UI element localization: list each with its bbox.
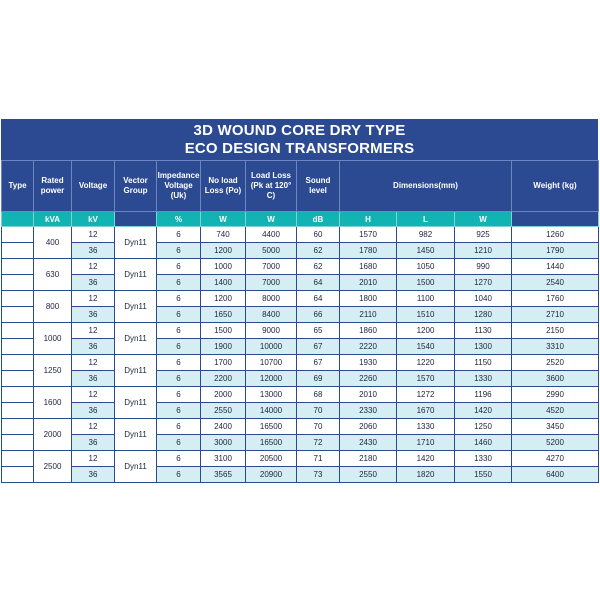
no-load-loss-cell: 2000 xyxy=(201,387,246,403)
height-cell: 1570 xyxy=(340,227,397,243)
unit-rated-power: kVA xyxy=(34,212,72,227)
type-cell xyxy=(2,419,34,435)
table-row xyxy=(2,403,599,419)
height-cell: 2180 xyxy=(340,451,397,467)
voltage-cell: 12 xyxy=(72,419,115,435)
table-row xyxy=(2,467,599,483)
length-cell: 1220 xyxy=(397,355,455,371)
no-load-loss-cell: 3000 xyxy=(201,435,246,451)
width-cell: 1270 xyxy=(455,275,512,291)
height-cell: 1800 xyxy=(340,291,397,307)
type-cell xyxy=(2,323,34,339)
impedance-cell: 6 xyxy=(157,435,201,451)
table-row xyxy=(2,307,599,323)
height-cell: 1860 xyxy=(340,323,397,339)
height-cell: 2260 xyxy=(340,371,397,387)
load-loss-cell: 8400 xyxy=(246,307,297,323)
rated-power-cell: 2500 xyxy=(34,451,72,483)
width-cell: 990 xyxy=(455,259,512,275)
type-cell xyxy=(2,403,34,419)
voltage-cell: 36 xyxy=(72,435,115,451)
no-load-loss-cell: 1500 xyxy=(201,323,246,339)
unit-height: H xyxy=(340,212,397,227)
header-weight: Weight (kg) xyxy=(512,161,599,212)
load-loss-cell: 14000 xyxy=(246,403,297,419)
load-loss-cell: 20500 xyxy=(246,451,297,467)
height-cell: 2010 xyxy=(340,387,397,403)
length-cell: 982 xyxy=(397,227,455,243)
vector-group-cell: Dyn11 xyxy=(115,419,157,451)
table-row xyxy=(2,387,599,403)
impedance-cell: 6 xyxy=(157,451,201,467)
width-cell: 1420 xyxy=(455,403,512,419)
length-cell: 1200 xyxy=(397,323,455,339)
no-load-loss-cell: 3565 xyxy=(201,467,246,483)
no-load-loss-cell: 1650 xyxy=(201,307,246,323)
weight-cell: 4270 xyxy=(512,451,599,467)
no-load-loss-cell: 1000 xyxy=(201,259,246,275)
sound-level-cell: 66 xyxy=(297,307,340,323)
length-cell: 1710 xyxy=(397,435,455,451)
table-row xyxy=(2,419,599,435)
weight-cell: 2990 xyxy=(512,387,599,403)
no-load-loss-cell: 1200 xyxy=(201,243,246,259)
height-cell: 2220 xyxy=(340,339,397,355)
type-cell xyxy=(2,387,34,403)
impedance-cell: 6 xyxy=(157,227,201,243)
header-row xyxy=(2,161,599,212)
unit-sound-level: dB xyxy=(297,212,340,227)
unit-width: W xyxy=(455,212,512,227)
rated-power-cell: 630 xyxy=(34,259,72,291)
height-cell: 1680 xyxy=(340,259,397,275)
title-line-2: ECO DESIGN TRANSFORMERS xyxy=(184,140,415,157)
unit-no-load-loss: W xyxy=(201,212,246,227)
sound-level-cell: 67 xyxy=(297,355,340,371)
type-cell xyxy=(2,435,34,451)
impedance-cell: 6 xyxy=(157,339,201,355)
length-cell: 1050 xyxy=(397,259,455,275)
type-cell xyxy=(2,227,34,243)
no-load-loss-cell: 2400 xyxy=(201,419,246,435)
length-cell: 1570 xyxy=(397,371,455,387)
unit-impedance: % xyxy=(157,212,201,227)
load-loss-cell: 20900 xyxy=(246,467,297,483)
weight-cell: 5200 xyxy=(512,435,599,451)
load-loss-cell: 5000 xyxy=(246,243,297,259)
width-cell: 1150 xyxy=(455,355,512,371)
length-cell: 1450 xyxy=(397,243,455,259)
height-cell: 2060 xyxy=(340,419,397,435)
sound-level-cell: 62 xyxy=(297,243,340,259)
load-loss-cell: 10000 xyxy=(246,339,297,355)
height-cell: 2550 xyxy=(340,467,397,483)
voltage-cell: 12 xyxy=(72,323,115,339)
sound-level-cell: 60 xyxy=(297,227,340,243)
weight-cell: 2520 xyxy=(512,355,599,371)
load-loss-cell: 9000 xyxy=(246,323,297,339)
width-cell: 925 xyxy=(455,227,512,243)
voltage-cell: 12 xyxy=(72,259,115,275)
width-cell: 1550 xyxy=(455,467,512,483)
load-loss-cell: 4400 xyxy=(246,227,297,243)
load-loss-cell: 10700 xyxy=(246,355,297,371)
vector-group-cell: Dyn11 xyxy=(115,259,157,291)
units-row xyxy=(2,212,599,227)
header-no-load-loss: No load Loss (Po) xyxy=(201,161,246,212)
voltage-cell: 36 xyxy=(72,307,115,323)
impedance-cell: 6 xyxy=(157,243,201,259)
vector-group-cell: Dyn11 xyxy=(115,387,157,419)
no-load-loss-cell: 740 xyxy=(201,227,246,243)
width-cell: 1330 xyxy=(455,451,512,467)
no-load-loss-cell: 1200 xyxy=(201,291,246,307)
height-cell: 2330 xyxy=(340,403,397,419)
width-cell: 1330 xyxy=(455,371,512,387)
width-cell: 1250 xyxy=(455,419,512,435)
specification-table xyxy=(1,160,599,483)
type-cell xyxy=(2,275,34,291)
sound-level-cell: 70 xyxy=(297,419,340,435)
no-load-loss-cell: 2550 xyxy=(201,403,246,419)
type-cell xyxy=(2,291,34,307)
table-row xyxy=(2,291,599,307)
transformer-spec-sheet xyxy=(1,119,598,483)
table-row xyxy=(2,339,599,355)
rated-power-cell: 800 xyxy=(34,291,72,323)
length-cell: 1500 xyxy=(397,275,455,291)
unit-vector-blank xyxy=(115,212,157,227)
weight-cell: 1260 xyxy=(512,227,599,243)
length-cell: 1100 xyxy=(397,291,455,307)
length-cell: 1670 xyxy=(397,403,455,419)
unit-length: L xyxy=(397,212,455,227)
type-cell xyxy=(2,243,34,259)
impedance-cell: 6 xyxy=(157,467,201,483)
width-cell: 1196 xyxy=(455,387,512,403)
weight-cell: 2150 xyxy=(512,323,599,339)
weight-cell: 1790 xyxy=(512,243,599,259)
header-impedance: Impedance Voltage (Uk) xyxy=(157,161,201,212)
width-cell: 1280 xyxy=(455,307,512,323)
impedance-cell: 6 xyxy=(157,419,201,435)
load-loss-cell: 7000 xyxy=(246,259,297,275)
load-loss-cell: 8000 xyxy=(246,291,297,307)
type-cell xyxy=(2,355,34,371)
voltage-cell: 36 xyxy=(72,403,115,419)
unit-weight-blank xyxy=(512,212,599,227)
length-cell: 1510 xyxy=(397,307,455,323)
voltage-cell: 36 xyxy=(72,467,115,483)
voltage-cell: 12 xyxy=(72,387,115,403)
load-loss-cell: 12000 xyxy=(246,371,297,387)
no-load-loss-cell: 1900 xyxy=(201,339,246,355)
height-cell: 2430 xyxy=(340,435,397,451)
no-load-loss-cell: 1400 xyxy=(201,275,246,291)
weight-cell: 4520 xyxy=(512,403,599,419)
voltage-cell: 12 xyxy=(72,227,115,243)
height-cell: 2110 xyxy=(340,307,397,323)
table-row xyxy=(2,451,599,467)
vector-group-cell: Dyn11 xyxy=(115,323,157,355)
rated-power-cell: 1250 xyxy=(34,355,72,387)
length-cell: 1420 xyxy=(397,451,455,467)
vector-group-cell: Dyn11 xyxy=(115,227,157,259)
table-row xyxy=(2,371,599,387)
table-row xyxy=(2,355,599,371)
sound-level-cell: 67 xyxy=(297,339,340,355)
impedance-cell: 6 xyxy=(157,275,201,291)
vector-group-cell: Dyn11 xyxy=(115,291,157,323)
table-row xyxy=(2,435,599,451)
impedance-cell: 6 xyxy=(157,355,201,371)
voltage-cell: 12 xyxy=(72,451,115,467)
unit-voltage: kV xyxy=(72,212,115,227)
table-row xyxy=(2,275,599,291)
no-load-loss-cell: 3100 xyxy=(201,451,246,467)
width-cell: 1210 xyxy=(455,243,512,259)
type-cell xyxy=(2,451,34,467)
width-cell: 1040 xyxy=(455,291,512,307)
weight-cell: 3450 xyxy=(512,419,599,435)
header-vector-group: Vector Group xyxy=(115,161,157,212)
vector-group-cell: Dyn11 xyxy=(115,451,157,483)
rated-power-cell: 1000 xyxy=(34,323,72,355)
voltage-cell: 36 xyxy=(72,243,115,259)
impedance-cell: 6 xyxy=(157,371,201,387)
table-row xyxy=(2,243,599,259)
weight-cell: 3310 xyxy=(512,339,599,355)
width-cell: 1460 xyxy=(455,435,512,451)
load-loss-cell: 16500 xyxy=(246,419,297,435)
impedance-cell: 6 xyxy=(157,323,201,339)
table-row xyxy=(2,259,599,275)
load-loss-cell: 13000 xyxy=(246,387,297,403)
length-cell: 1272 xyxy=(397,387,455,403)
width-cell: 1300 xyxy=(455,339,512,355)
header-rated-power: Rated power xyxy=(34,161,72,212)
rated-power-cell: 400 xyxy=(34,227,72,259)
impedance-cell: 6 xyxy=(157,387,201,403)
impedance-cell: 6 xyxy=(157,403,201,419)
length-cell: 1540 xyxy=(397,339,455,355)
sound-level-cell: 65 xyxy=(297,323,340,339)
weight-cell: 1760 xyxy=(512,291,599,307)
header-voltage: Voltage xyxy=(72,161,115,212)
load-loss-cell: 16500 xyxy=(246,435,297,451)
load-loss-cell: 7000 xyxy=(246,275,297,291)
voltage-cell: 12 xyxy=(72,291,115,307)
sound-level-cell: 68 xyxy=(297,387,340,403)
table-row xyxy=(2,323,599,339)
unit-type-blank xyxy=(2,212,34,227)
voltage-cell: 36 xyxy=(72,275,115,291)
rated-power-cell: 1600 xyxy=(34,387,72,419)
sound-level-cell: 69 xyxy=(297,371,340,387)
width-cell: 1130 xyxy=(455,323,512,339)
impedance-cell: 6 xyxy=(157,291,201,307)
table-body xyxy=(2,227,599,483)
vector-group-cell: Dyn11 xyxy=(115,355,157,387)
sound-level-cell: 72 xyxy=(297,435,340,451)
height-cell: 1930 xyxy=(340,355,397,371)
sound-level-cell: 64 xyxy=(297,275,340,291)
impedance-cell: 6 xyxy=(157,259,201,275)
voltage-cell: 36 xyxy=(72,371,115,387)
length-cell: 1330 xyxy=(397,419,455,435)
type-cell xyxy=(2,259,34,275)
header-load-loss: Load Loss (Pk at 120° C) xyxy=(246,161,297,212)
weight-cell: 6400 xyxy=(512,467,599,483)
voltage-cell: 36 xyxy=(72,339,115,355)
no-load-loss-cell: 1700 xyxy=(201,355,246,371)
unit-load-loss: W xyxy=(246,212,297,227)
voltage-cell: 12 xyxy=(72,355,115,371)
sound-level-cell: 62 xyxy=(297,259,340,275)
sound-level-cell: 71 xyxy=(297,451,340,467)
header-type: Type xyxy=(2,161,34,212)
height-cell: 1780 xyxy=(340,243,397,259)
rated-power-cell: 2000 xyxy=(34,419,72,451)
title-line-1: 3D WOUND CORE DRY TYPE xyxy=(193,122,406,139)
sound-level-cell: 64 xyxy=(297,291,340,307)
header-dimensions: Dimensions(mm) xyxy=(340,161,512,212)
type-cell xyxy=(2,339,34,355)
height-cell: 2010 xyxy=(340,275,397,291)
title-banner xyxy=(1,119,598,160)
no-load-loss-cell: 2200 xyxy=(201,371,246,387)
weight-cell: 3600 xyxy=(512,371,599,387)
sound-level-cell: 70 xyxy=(297,403,340,419)
weight-cell: 2710 xyxy=(512,307,599,323)
type-cell xyxy=(2,307,34,323)
length-cell: 1820 xyxy=(397,467,455,483)
weight-cell: 1440 xyxy=(512,259,599,275)
type-cell xyxy=(2,371,34,387)
table-row xyxy=(2,227,599,243)
sound-level-cell: 73 xyxy=(297,467,340,483)
header-sound-level: Sound level xyxy=(297,161,340,212)
impedance-cell: 6 xyxy=(157,307,201,323)
type-cell xyxy=(2,467,34,483)
weight-cell: 2540 xyxy=(512,275,599,291)
